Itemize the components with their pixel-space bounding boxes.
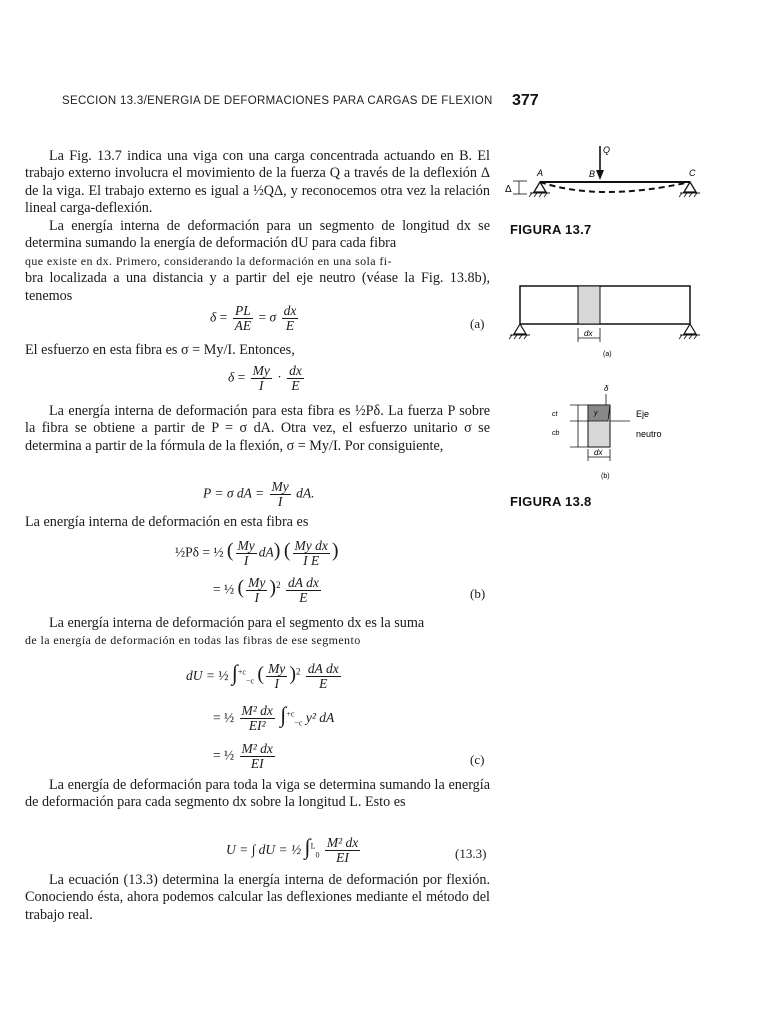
figure-13-8-caption: FIGURA 13.8 (510, 494, 592, 509)
page-number: 377 (512, 92, 539, 109)
paragraph-3 (25, 342, 490, 359)
paragraph-text: bra localizada a una distancia y a partir del eje neutro (véase la Fig. 13.8b), tenemos (25, 270, 490, 304)
neutral-axis-label-2: neutro (636, 429, 662, 439)
paragraph-1 (25, 148, 490, 218)
dx-label: dx (594, 448, 603, 457)
ground-hatching (529, 193, 697, 197)
equation-b-line1: ½Pδ = ½ ( $\frac{My}{I}$ dA) ( $\frac{\text{My dx}}{\text{I E}}$ ) (175, 538, 339, 568)
deflected-shape (540, 182, 690, 192)
paragraph-6 (25, 615, 490, 650)
neutral-axis-label-1: Eje (636, 409, 650, 419)
equation-force: P = σ dA = $\frac{My}{I}$ dA. (203, 479, 315, 509)
beam-outline (520, 286, 690, 324)
paragraph-text: La Fig. 13.7 indica una viga con una carga concentrada actuando en B. El trabajo externo involucra el movimiento de la fuerza Q a través de la deflexión Δ de la viga. El trabajo externo es igual a ½QΔ, y reconocemos otra vez la relación lineal carga-deflexión. (25, 148, 490, 217)
paragraph-8 (25, 872, 490, 924)
paragraph-4 (25, 403, 490, 455)
paragraph-text: que existe en dx. Primero, considerando la deformación en una sola fi- (25, 253, 392, 268)
equation-b-line2: = ½ ( $\frac{My}{I}$ )$^2$ $\frac{\text{dA dx}}{E}$ (213, 575, 319, 605)
equation-a-label: (a) (470, 316, 485, 331)
equation-13-3: U = ∫ dU = ½ ∫$^L_0$ $\frac{\text{M² dx}}{EI}$ (226, 834, 359, 866)
equation-b-label: (b) (470, 586, 486, 601)
equation-delta: δ = $\frac{My}{I}$ · $\frac{dx}{E}$ (228, 363, 302, 393)
equation-c-line1: dU = ½ ∫$^{+c}_{-c}$ ( $\frac{My}{I}$ )$^2$ $\frac{\text{dA dx}}{E}$ (186, 660, 339, 692)
paragraph-text: El esfuerzo en esta fibra es σ = My/I. Entonces, (25, 342, 295, 358)
delta-label: Δ (505, 184, 512, 195)
figure-13-7-caption: FIGURA 13.7 (510, 222, 592, 237)
paragraph-text: La energía de deformación para toda la viga se determina sumando la energía de deformación para cada segmento dx sobre la longitud L. Esto es (25, 777, 490, 811)
y-label: y (594, 410, 598, 417)
support-c (684, 182, 696, 192)
paragraph-text: La energía interna de deformación para esta fibra es ½Pδ. La fuerza P sobre la fibra se obtiene a partir de P = σ dA. Otra vez, el esfuerzo unitario σ se determina a partir de la fórmula de la flexión, σ = My/I. Por consiguiente, (25, 403, 490, 454)
paragraph-text: La energía interna de deformación en esta fibra es (25, 514, 309, 530)
point-c-label: C (689, 168, 696, 178)
point-a-label: A (537, 168, 544, 178)
equation-c-label: (c) (470, 752, 485, 767)
paragraph-text: La energía interna de deformación para el segmento dx es la suma (49, 615, 425, 631)
support-right (684, 324, 696, 334)
load-label: Q (603, 145, 611, 155)
equation-c-line3: = ½ $\frac{\text{M² dx}}{EI}$ (213, 741, 273, 771)
point-b-label: B (589, 169, 596, 179)
paragraph-text: de la energía de deformación en todas las fibras de ese segmento (25, 633, 361, 648)
segment-dx (578, 286, 600, 324)
figure-13-8b-diagram (548, 383, 688, 483)
support-left (514, 324, 526, 334)
paragraph-text: La ecuación (13.3) determina la energía interna de deformación por flexión. Conociendo ésta, ahora podemos calcular las deflexiones mediante el método del trabajo real. (25, 872, 490, 923)
paragraph-5 (25, 514, 490, 531)
figure-13-7-diagram (505, 140, 720, 215)
dx-label: dx (584, 329, 593, 338)
paragraph-text: La energía interna de deformación para un segmento de longitud dx se determina sumando la energía de deformación dU para cada fibra (25, 218, 490, 252)
running-header: SECCION 13.3/ENERGIA DE DEFORMACIONES PARA CARGAS DE FLEXION (62, 95, 493, 107)
delta-label: δ (604, 384, 609, 393)
figure-13-8a-diagram (508, 282, 723, 362)
load-arrowhead (596, 170, 604, 180)
equation-a: δ = $\frac{PL}{AE}$ = σ $\frac{dx}{E}$ (210, 303, 297, 333)
sub-b-label: (b) (601, 473, 610, 480)
deformed-fiber (588, 405, 610, 421)
ct-label: ct (552, 411, 558, 418)
equation-13-3-label: (13.3) (455, 846, 487, 861)
paragraph-7 (25, 777, 490, 812)
sub-a-label: (a) (603, 351, 612, 358)
paragraph-2 (25, 218, 490, 305)
equation-c-line2: = ½ $\frac{\text{M² dx}}{\text{EI²}}$ ∫$^{+c}_{-c}$ y² dA (213, 702, 335, 734)
ground-hatching (509, 335, 697, 339)
cb-label: cb (552, 430, 560, 437)
